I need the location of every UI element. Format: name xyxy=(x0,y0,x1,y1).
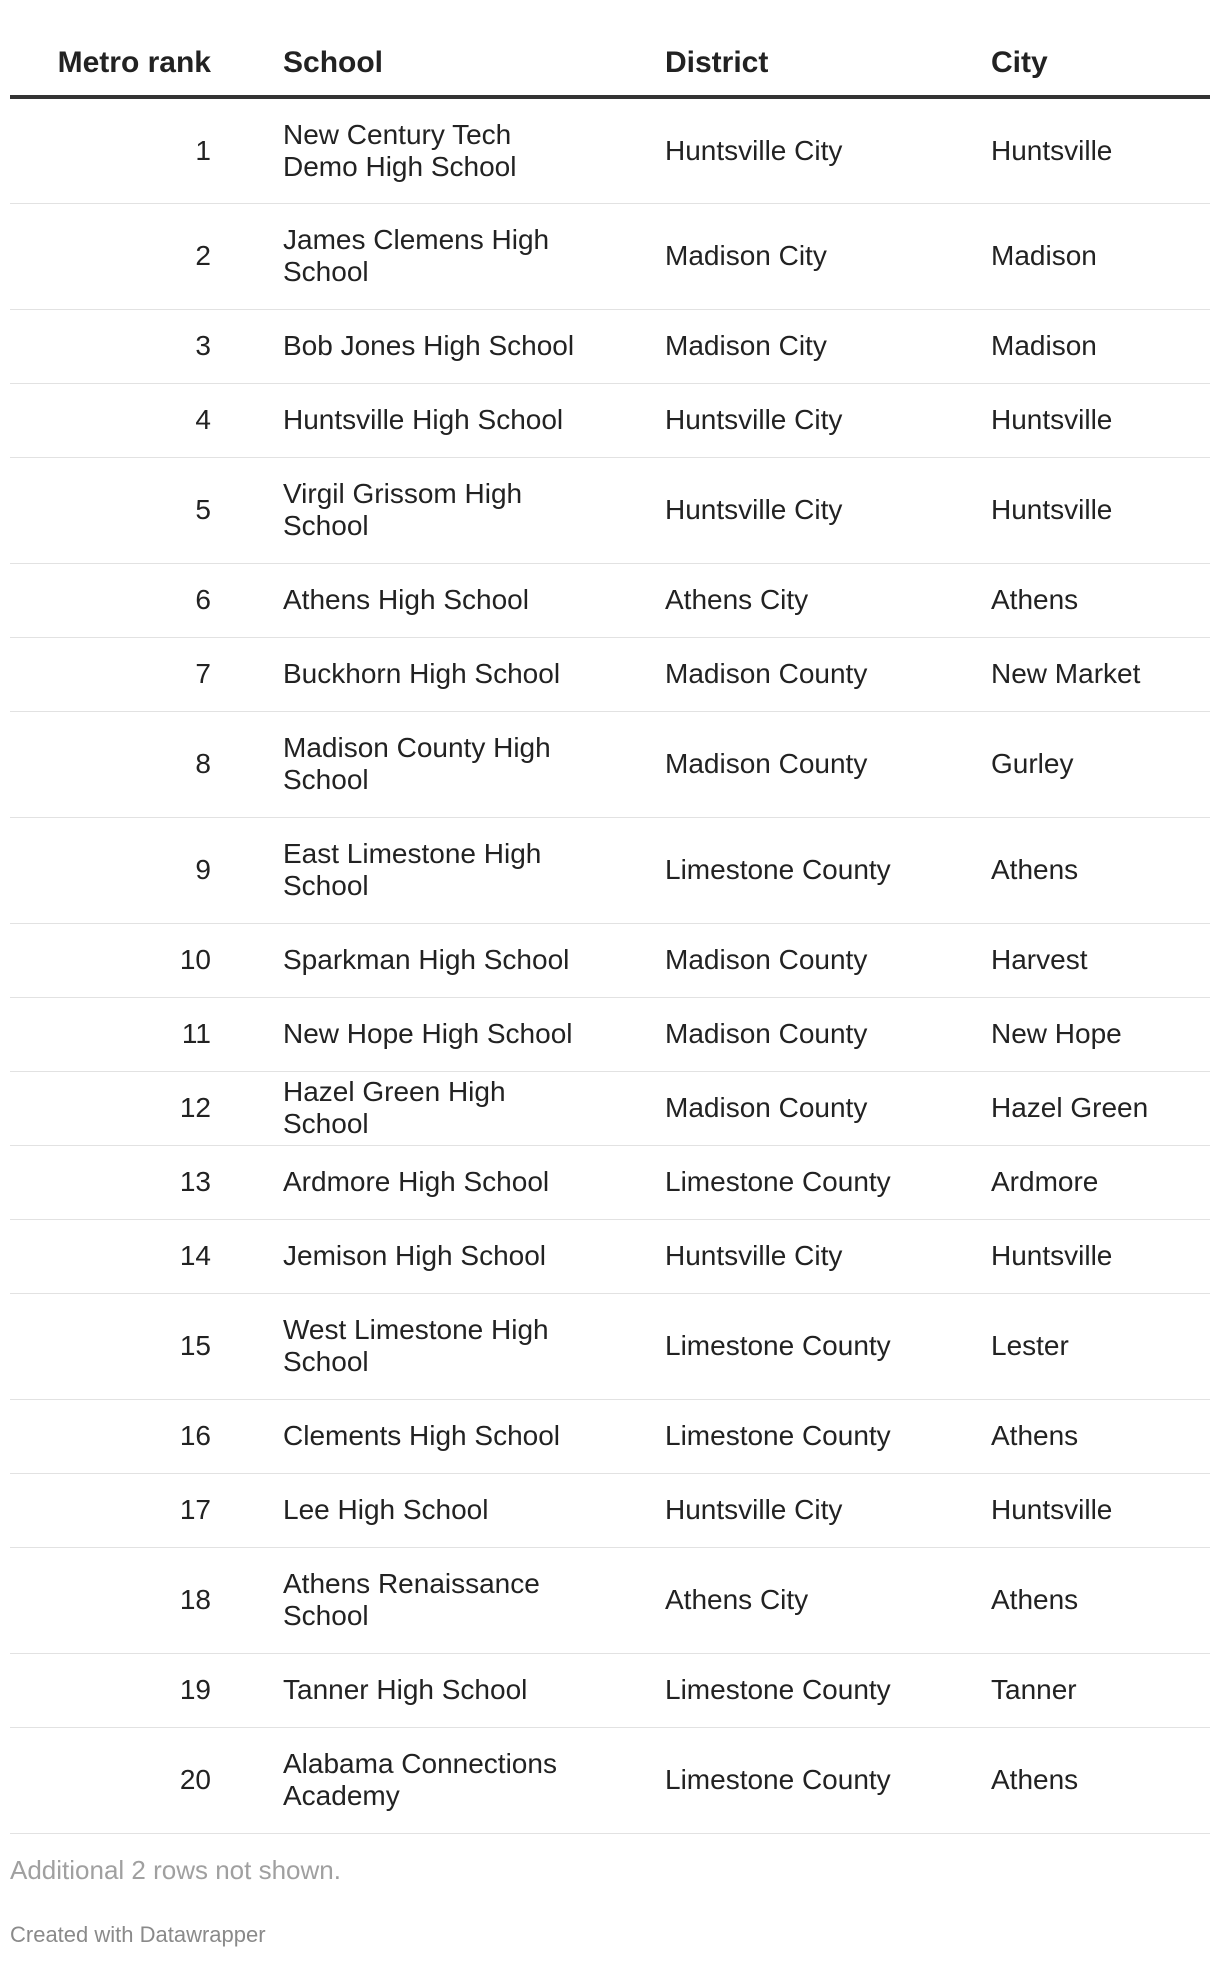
column-header-metro-rank[interactable]: Metro rank xyxy=(10,30,220,97)
city-cell: Athens xyxy=(908,817,1210,923)
table-container xyxy=(10,30,1210,1834)
table-row xyxy=(10,817,1210,923)
school-cell: James Clemens High School xyxy=(220,203,582,309)
city-cell: Athens xyxy=(908,1727,1210,1833)
table-row xyxy=(10,637,1210,711)
school-cell: Sparkman High School xyxy=(220,923,582,997)
city-cell: Huntsville xyxy=(908,457,1210,563)
table-row xyxy=(10,457,1210,563)
district-cell: Huntsville City xyxy=(582,457,908,563)
district-cell: Madison County xyxy=(582,923,908,997)
school-cell: Clements High School xyxy=(220,1399,582,1473)
table-row xyxy=(10,1293,1210,1399)
city-cell: Lester xyxy=(908,1293,1210,1399)
school-cell: Tanner High School xyxy=(220,1653,582,1727)
datawrapper-credit: Created with Datawrapper xyxy=(10,1922,266,1947)
rank-cell: 11 xyxy=(10,997,220,1071)
school-cell: New Century Tech Demo High School xyxy=(220,97,582,203)
city-cell: Hazel Green xyxy=(908,1071,1210,1145)
rank-cell: 18 xyxy=(10,1547,220,1653)
rank-cell: 12 xyxy=(10,1071,220,1145)
district-cell: Limestone County xyxy=(582,1653,908,1727)
school-cell: Lee High School xyxy=(220,1473,582,1547)
district-cell: Madison County xyxy=(582,997,908,1071)
table-row xyxy=(10,923,1210,997)
district-cell: Madison City xyxy=(582,203,908,309)
rank-cell: 7 xyxy=(10,637,220,711)
district-cell: Limestone County xyxy=(582,1145,908,1219)
rank-cell: 1 xyxy=(10,97,220,203)
rank-cell: 15 xyxy=(10,1293,220,1399)
city-cell: Huntsville xyxy=(908,1219,1210,1293)
district-cell: Athens City xyxy=(582,563,908,637)
rank-cell: 14 xyxy=(10,1219,220,1293)
district-cell: Limestone County xyxy=(582,817,908,923)
district-cell: Limestone County xyxy=(582,1293,908,1399)
rank-cell: 8 xyxy=(10,711,220,817)
city-cell: Huntsville xyxy=(908,97,1210,203)
school-cell: Jemison High School xyxy=(220,1219,582,1293)
school-cell: West Limestone High School xyxy=(220,1293,582,1399)
school-cell: Athens Renaissance School xyxy=(220,1547,582,1653)
column-header-city[interactable]: City xyxy=(908,30,1210,97)
city-cell: New Hope xyxy=(908,997,1210,1071)
table-row xyxy=(10,997,1210,1071)
schools-table xyxy=(10,30,1210,1834)
city-cell: Athens xyxy=(908,563,1210,637)
table-header xyxy=(10,30,1210,97)
city-cell: New Market xyxy=(908,637,1210,711)
table-body xyxy=(10,97,1210,1833)
school-cell: Madison County High School xyxy=(220,711,582,817)
district-cell: Madison County xyxy=(582,637,908,711)
city-cell: Athens xyxy=(908,1399,1210,1473)
table-notes: Additional 2 rows not shown. xyxy=(10,1855,341,1885)
rank-cell: 16 xyxy=(10,1399,220,1473)
city-cell: Huntsville xyxy=(908,383,1210,457)
rank-cell: 9 xyxy=(10,817,220,923)
city-cell: Harvest xyxy=(908,923,1210,997)
city-cell: Huntsville xyxy=(908,1473,1210,1547)
district-cell: Madison County xyxy=(582,1071,908,1145)
table-row xyxy=(10,711,1210,817)
school-cell: East Limestone High School xyxy=(220,817,582,923)
city-cell: Tanner xyxy=(908,1653,1210,1727)
rank-cell: 2 xyxy=(10,203,220,309)
table-row xyxy=(10,97,1210,203)
column-header-school[interactable]: School xyxy=(220,30,582,97)
table-row xyxy=(10,1547,1210,1653)
rank-cell: 3 xyxy=(10,309,220,383)
district-cell: Huntsville City xyxy=(582,1219,908,1293)
rank-cell: 6 xyxy=(10,563,220,637)
city-cell: Athens xyxy=(908,1547,1210,1653)
table-row xyxy=(10,1219,1210,1293)
table-row xyxy=(10,1399,1210,1473)
district-cell: Limestone County xyxy=(582,1727,908,1833)
city-cell: Ardmore xyxy=(908,1145,1210,1219)
school-cell: Buckhorn High School xyxy=(220,637,582,711)
table-row xyxy=(10,1145,1210,1219)
table-row xyxy=(10,1653,1210,1727)
school-cell: Bob Jones High School xyxy=(220,309,582,383)
rank-cell: 20 xyxy=(10,1727,220,1833)
school-cell: New Hope High School xyxy=(220,997,582,1071)
table-row xyxy=(10,1473,1210,1547)
district-cell: Huntsville City xyxy=(582,383,908,457)
table-row xyxy=(10,1727,1210,1833)
school-cell: Virgil Grissom High School xyxy=(220,457,582,563)
district-cell: Limestone County xyxy=(582,1399,908,1473)
district-cell: Athens City xyxy=(582,1547,908,1653)
table-row xyxy=(10,309,1210,383)
district-cell: Huntsville City xyxy=(582,1473,908,1547)
header-row xyxy=(10,30,1210,97)
rank-cell: 19 xyxy=(10,1653,220,1727)
district-cell: Huntsville City xyxy=(582,97,908,203)
column-header-district[interactable]: District xyxy=(582,30,908,97)
rank-cell: 17 xyxy=(10,1473,220,1547)
table-row xyxy=(10,203,1210,309)
rank-cell: 4 xyxy=(10,383,220,457)
school-cell: Ardmore High School xyxy=(220,1145,582,1219)
school-cell: Athens High School xyxy=(220,563,582,637)
table-row xyxy=(10,563,1210,637)
district-cell: Madison County xyxy=(582,711,908,817)
school-cell: Huntsville High School xyxy=(220,383,582,457)
city-cell: Gurley xyxy=(908,711,1210,817)
district-cell: Madison City xyxy=(582,309,908,383)
table-row xyxy=(10,1071,1210,1145)
school-cell: Alabama Connections Academy xyxy=(220,1727,582,1833)
rank-cell: 13 xyxy=(10,1145,220,1219)
rank-cell: 10 xyxy=(10,923,220,997)
table-row xyxy=(10,383,1210,457)
rank-cell: 5 xyxy=(10,457,220,563)
city-cell: Madison xyxy=(908,309,1210,383)
city-cell: Madison xyxy=(908,203,1210,309)
school-cell: Hazel Green High School xyxy=(220,1071,582,1145)
